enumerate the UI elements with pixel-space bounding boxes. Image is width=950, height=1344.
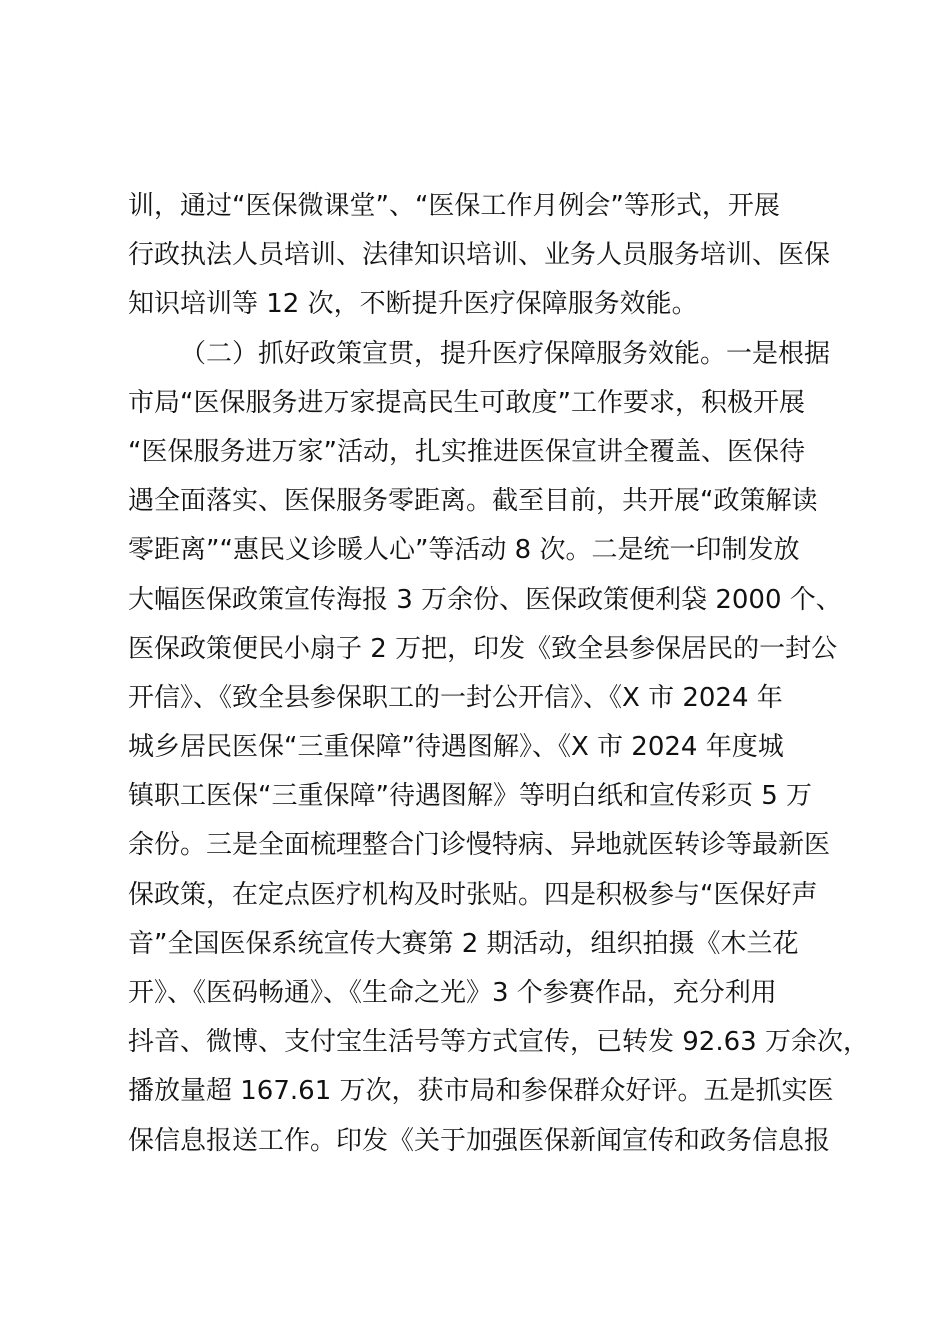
text-line: 城乡居民医保“三重保障”待遇图解》、《X 市 2024 年度城 [128, 732, 784, 763]
text-line: 开信》、《致全县参保职工的一封公开信》、《X 市 2024 年 [128, 682, 783, 713]
text-line: 开》、《医码畅通》、《生命之光》3 个参赛作品，充分利用 [128, 978, 777, 1008]
text-line: 零距离”“惠民义诊暖人心”等活动 8 次。二是统一印制发放 [128, 535, 800, 566]
text-line: 行政执法人员培训、法律知识培训、业务人员服务培训、医保 [128, 240, 831, 271]
text-line: 余份。三是全面梳理整合门诊慢特病、异地就医转诊等最新医 [128, 830, 831, 861]
text-line: 镇职工医保“三重保障”待遇图解》等明白纸和宣传彩页 5 万 [128, 781, 813, 812]
text-line: 播放量超 167.61 万次，获市局和参保群众好评。五是抓实医 [128, 1076, 834, 1107]
body-text [128, 182, 869, 1166]
text-line: 训，通过“医保微课堂”、“医保工作月例会”等形式，开展 [128, 191, 780, 221]
text-line: 保信息报送工作。印发《关于加强医保新闻宣传和政务信息报 [128, 1125, 831, 1156]
text-line: （二）抓好政策宣贯，提升医疗保障服务效能。一是根据 [180, 338, 831, 369]
text-line: 医保政策便民小扇子 2 万把，印发《致全县参保居民的一封公 [128, 633, 838, 664]
text-line: 市局“医保服务进万家提高民生可敢度”工作要求，积极开展 [128, 387, 805, 418]
text-line: 抖音、微博、支付宝生活号等方式宣传，已转发 92.63 万余次， [128, 1027, 869, 1058]
text-line: 遇全面落实、医保服务零距离。截至目前，共开展“政策解读 [128, 486, 818, 517]
text-line: “医保服务进万家”活动，扎实推进医保宣讲全覆盖、医保待 [128, 436, 805, 467]
text-line: 大幅医保政策宣传海报 3 万余份、医保政策便利袋 2000 个、 [128, 584, 842, 615]
text-line: 音”全国医保系统宣传大赛第 2 期活动，组织拍摄《木兰花 [128, 928, 799, 959]
text-line: 保政策，在定点医疗机构及时张贴。四是积极参与“医保好声 [128, 879, 818, 910]
text-line: 知识培训等 12 次，不断提升医疗保障服务效能。 [128, 289, 698, 320]
